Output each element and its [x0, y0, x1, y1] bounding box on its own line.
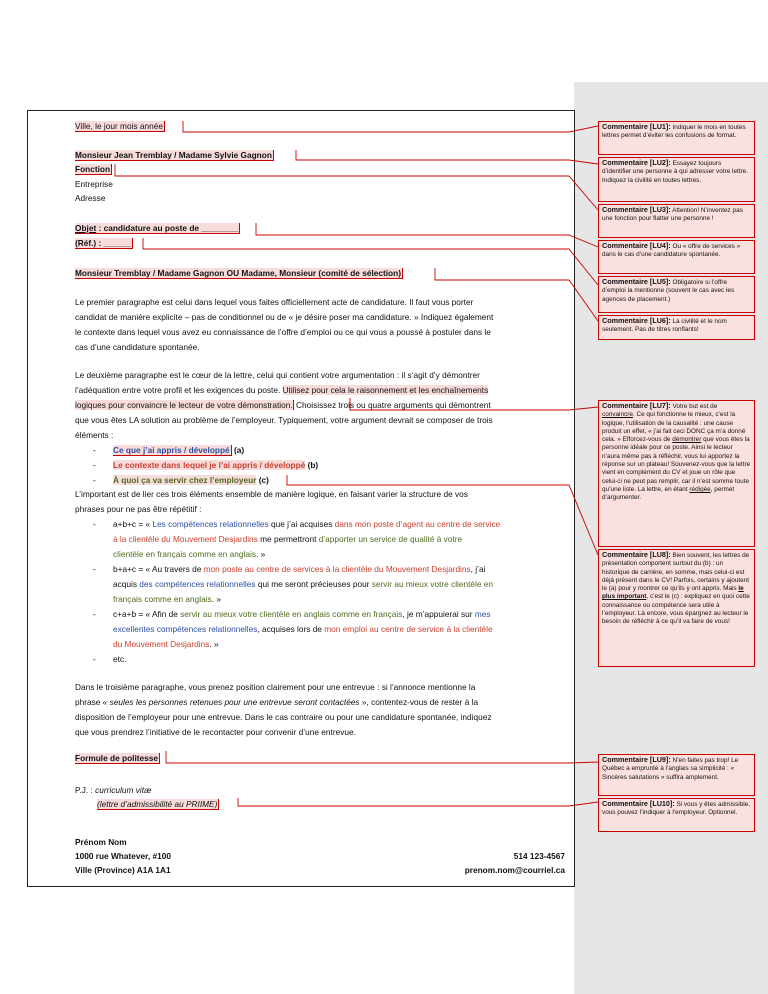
p2-line: que vous êtes LA solution au problème de l’employeur. Typiquement, votre argument devrait se composer de trois	[75, 415, 493, 425]
pj-label: P.J. :	[75, 785, 96, 795]
ex1-c: clientèle en français comme en anglais	[113, 549, 256, 559]
p4-line: Dans le troisième paragraphe, vous prenez position clairement pour une entrevue : si l’annonce mentionne la	[75, 682, 476, 692]
comment-text: Indiquer le mois en toutes lettres permet d’éviter les confusions de format.	[602, 124, 746, 140]
pj-cv: curriculum vitæ	[95, 785, 152, 795]
p2-line: Le deuxième paragraphe est le cœur de la lettre, celui qui contient votre argumentation : il s’agit d’y démontrer	[75, 370, 480, 380]
item-c: À quoi ça va servir chez l’employeur	[113, 475, 257, 485]
comment-label: Commentaire [LU3]:	[602, 205, 671, 214]
p1-line: candidat de manière explicite – pas de conditionnel ou de « je désire poser ma candidature. » Indiquez également	[75, 312, 494, 322]
p3-line: phrases pour ne pas être répétitif :	[75, 504, 202, 514]
pj-letter: (lettre d’admissibilité au PRIIME)	[97, 799, 218, 809]
recipient-name: Monsieur Jean Tremblay / Madame Sylvie Gagnon	[75, 150, 272, 160]
date-line: Ville, le jour mois année	[75, 121, 163, 131]
ex1-text: que j’ai acquises	[268, 519, 335, 529]
recipient-function: Fonction	[75, 164, 111, 174]
comment-text: , c’est le (c) : expliquez en quoi cette connaissance ou compétence sera utile à l’employeur. Là encore, vous épargnez au lecteur le besoin de réfléchir à ce qu’il va faire de vous!	[602, 593, 750, 626]
company: Entreprise	[75, 179, 113, 189]
p1-line: le contexte dans lequel vous avez eu connaissance de l’offre d’emploi ou ce qui vous a poussé à postuler dans le	[75, 327, 491, 337]
comment-lu9[interactable]	[598, 754, 755, 796]
comment-label: Commentaire [LU5]:	[602, 277, 671, 286]
ex1-b: dans mon poste d’agent au centre de service	[334, 519, 501, 529]
p2-text: Choisissez trois ou quatre arguments qui démontrent	[293, 400, 491, 410]
comment-lu3[interactable]	[598, 204, 755, 238]
closing: Formule de politesse	[75, 753, 158, 763]
phone: 514 123-4567	[513, 851, 565, 861]
reference: (Réf.) : ______	[75, 238, 132, 248]
p1-line: Le premier paragraphe est celui dans lequel vous faites officiellement acte de candidature. Il faut vous porter	[75, 297, 474, 307]
ex1-text: a+b+c = «	[113, 519, 153, 529]
comment-text: Attention! N’inventez pas une fonction pour flatter une personne !	[602, 207, 743, 223]
comment-text: Essayez toujours d’identifier une personne à qui adresser votre lettre. Indiquez la civilité en toutes lettres.	[602, 160, 749, 184]
comment-text: . Ce qui fonctionne le mieux, c’est la logique, l’utilisation de la causalité : une cause produit un effet, « j’ai fait ceci DONC ça m’a donné cela. » Efforcez-vous de	[602, 411, 746, 444]
ex3-text: , je m’appuierai sur	[402, 609, 475, 619]
bullet-dash: -	[93, 460, 96, 470]
sender-city: Ville (Province) A1A 1A1	[75, 865, 171, 875]
ex3-text: , acquises lors de	[257, 624, 325, 634]
address: Adresse	[75, 193, 106, 203]
ex2-text: acquis	[113, 579, 140, 589]
ex3-text: . »	[209, 639, 219, 649]
ex1-a: Les compétences relationnelles	[152, 519, 269, 529]
ex3-a: mes	[474, 609, 491, 619]
comment-lu10[interactable]	[598, 798, 755, 832]
comment-text: convaincre	[602, 411, 633, 419]
bullet-dash: -	[93, 564, 96, 574]
object-text: : candidature au poste de ________	[96, 223, 239, 233]
ex2-text: b+a+c = « Au travers de	[113, 564, 204, 574]
comment-text: Votre but est de	[670, 403, 718, 410]
ex3-b: du Mouvement Desjardins	[113, 639, 210, 649]
object-label: Objet	[75, 223, 97, 233]
ex2-b: mon poste au centre de services à la clientèle du Mouvement Desjardins	[203, 564, 471, 574]
comment-text: le plus important	[602, 585, 744, 601]
comment-lu2[interactable]	[598, 157, 755, 202]
comment-text: Si vous y êtes admissible, vous pouvez l’indiquer à l’employeur. Optionnel.	[602, 801, 750, 817]
p3-line: L’important est de lier ces trois éléments ensemble de manière logique, en faisant varier la structure de vos	[75, 489, 468, 499]
comment-lu4[interactable]	[598, 240, 755, 274]
comment-text: Ou « offre de services » dans le cas d’une candidature spontanée.	[602, 243, 741, 259]
comment-text: que vous êtes la personne idéale pour ce poste. Ainsi le lecteur n’aura même pas à réfléchir, vous lui apportez la réponse sur un plateau! Souvenez-vous que la lettre vient en complément du CV et joue un rôle que celui-ci ne peut pas remplir, car il n’est somme toute qu’une liste. La lettre, en étant	[602, 436, 751, 493]
ex2-text: , j’ai	[470, 564, 486, 574]
p4-text: phrase «	[75, 697, 110, 707]
bullet-dash: -	[93, 609, 96, 619]
ex3-b: mon emploi au centre de service à la clientèle	[324, 624, 493, 634]
comment-text: La civilité et le nom seulement. Pas de titres ronflants!	[602, 318, 727, 334]
comment-text: démontrer	[672, 436, 702, 444]
p1-line: cas d’une candidature spontanée.	[75, 342, 200, 352]
p4-line: disposition de l’employeur pour une entrevue. Dans le cas contraire ou pour une candidature spontanée, indiquez	[75, 712, 492, 722]
comment-lu1[interactable]	[598, 121, 755, 155]
comment-label: Commentaire [LU7]:	[602, 401, 671, 410]
p2-highlight: logiques pour convaincre le lecteur de votre démonstration.	[75, 400, 293, 410]
comment-text: Obligatoire si l’offre d’emploi la mentionne (souvent le cas avec les agences de placement.)	[602, 279, 735, 303]
etc: etc.	[113, 654, 127, 664]
bullet-dash: -	[93, 519, 96, 529]
ex3-text: c+a+b = « Afin de	[113, 609, 181, 619]
bullet-dash: -	[93, 654, 96, 664]
p2-highlight: Utilisez pour cela le raisonnement et les enchaînements	[282, 385, 489, 395]
comment-text: rédigée	[689, 485, 711, 493]
comment-lu6[interactable]	[598, 315, 755, 340]
ex2-c: servir au mieux votre clientèle en	[371, 579, 494, 589]
item-b: Le contexte dans lequel je l’ai appris / développé	[113, 460, 306, 470]
comment-label: Commentaire [LU9]:	[602, 755, 671, 764]
bullet-dash: -	[93, 445, 96, 455]
ex2-text: . »	[211, 594, 221, 604]
p2-line: éléments :	[75, 430, 114, 440]
comment-text: Bien souvent, les lettres de présentation comportent surtout du (b) : un historique de carrière, en somme, mais celui-ci est déjà présent dans le CV! Parfois, certains y ajoutent le (a) pour y montrer ce qu’ils y ont appris. Mais	[602, 552, 750, 593]
comment-label: Commentaire [LU4]:	[602, 241, 671, 250]
comment-label: Commentaire [LU1]:	[602, 122, 671, 131]
comment-text: N’en faites pas trop! Le Québec a emprunté à l’anglais sa simplicité : « Sincères salutations » suffira amplement.	[602, 757, 739, 781]
p4-text: », contentez-vous de rester à la	[359, 697, 479, 707]
item-a: Ce que j’ai appris / développé	[113, 445, 230, 455]
ex3-a: excellentes compétences relationnelles	[113, 624, 258, 634]
comment-lu5[interactable]	[598, 276, 755, 313]
ex2-a: des compétences relationnelles	[139, 579, 256, 589]
ex1-text: . »	[255, 549, 266, 559]
comment-label: Commentaire [LU8]:	[602, 550, 671, 559]
ex2-c: français comme en anglais	[113, 594, 212, 604]
item-c-suffix: (c)	[256, 475, 269, 485]
comment-lu8[interactable]	[598, 549, 755, 667]
ex1-text: me permettront	[257, 534, 319, 544]
comment-label: Commentaire [LU2]:	[602, 158, 671, 167]
p4-quote: seules les personnes retenues pour une entrevue seront contactées	[109, 697, 360, 707]
p4-line: que vous prendrez l’initiative de le recontacter pour convenir d’une entrevue.	[75, 727, 356, 737]
comment-text: , permet d’argumenter.	[602, 485, 735, 502]
sender-name: Prénom Nom	[75, 837, 127, 847]
sender-street: 1000 rue Whatever, #100	[75, 851, 171, 861]
comment-label: Commentaire [LU10]:	[602, 799, 675, 808]
ex3-c: servir au mieux votre clientèle en anglais comme en français	[180, 609, 403, 619]
bullet-dash: -	[93, 475, 96, 485]
email: prenom.nom@courriel.ca	[464, 865, 565, 875]
item-a-suffix: (a)	[231, 445, 245, 455]
ex2-text: qui me seront précieuses pour	[255, 579, 372, 589]
ex1-c: d’apporter un service de qualité à votre	[318, 534, 463, 544]
comment-lu7[interactable]	[598, 400, 755, 547]
comment-label: Commentaire [LU6]:	[602, 316, 671, 325]
salutation: Monsieur Tremblay / Madame Gagnon OU Madame, Monsieur (comité de sélection)	[75, 268, 401, 278]
p2-text: l’adéquation entre votre profil et les exigences du poste.	[75, 385, 283, 395]
ex1-b: à la clientèle du Mouvement Desjardins	[113, 534, 258, 544]
item-b-suffix: (b)	[305, 460, 319, 470]
